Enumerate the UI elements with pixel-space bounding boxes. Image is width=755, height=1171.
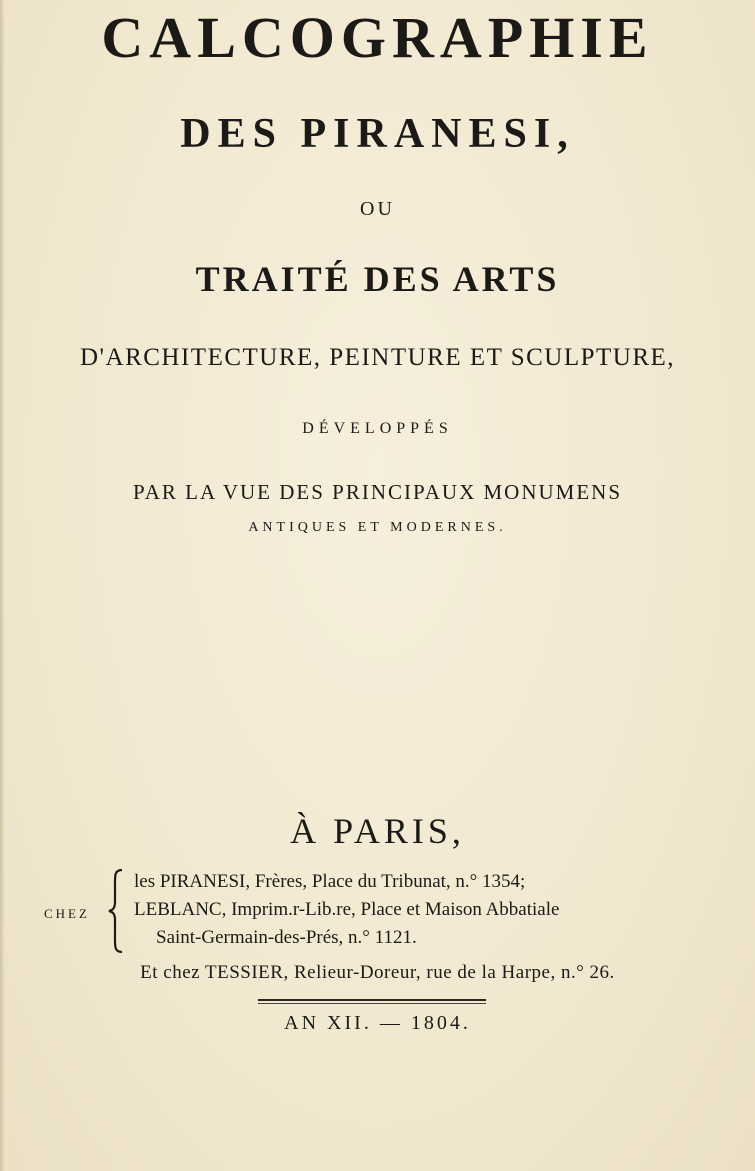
publisher-lines bbox=[134, 868, 559, 952]
developed-line: DÉVELOPPÉS bbox=[302, 420, 453, 437]
book-title: CALCOGRAPHIE bbox=[101, 5, 654, 70]
publishers-block bbox=[44, 868, 704, 958]
arts-line: D'ARCHITECTURE, PEINTURE ET SCULPTURE, bbox=[79, 344, 676, 371]
publisher-line-3: Saint-Germain-des-Prés, n.° 1121. bbox=[156, 927, 417, 948]
treatise-title: TRAITÉ DES ARTS bbox=[195, 259, 560, 299]
publication-date: AN XII. — 1804. bbox=[284, 1012, 471, 1034]
monuments-line: ANTIQUES ET MODERNES. bbox=[248, 520, 507, 535]
also-seller-line: Et chez TESSIER, Relieur-Doreur, rue de la Harpe, n.° 26. bbox=[140, 962, 615, 983]
book-subtitle: DES PIRANESI, bbox=[180, 111, 575, 157]
imprint-city: À PARIS, bbox=[290, 811, 465, 851]
curly-brace-icon bbox=[108, 868, 126, 954]
chez-label: CHEZ bbox=[44, 906, 90, 921]
publisher-line-2: LEBLANC, Imprim.r-Lib.re, Place et Maison Abbatiale bbox=[134, 899, 560, 920]
publisher-line-1: les PIRANESI, Frères, Place du Tribunat, n.° 1354; bbox=[134, 871, 526, 892]
divider-rule bbox=[258, 999, 486, 1001]
by-view-line: PAR LA VUE DES PRINCIPAUX MONUMENS bbox=[132, 480, 623, 504]
conjunction-text: OU bbox=[360, 198, 395, 220]
